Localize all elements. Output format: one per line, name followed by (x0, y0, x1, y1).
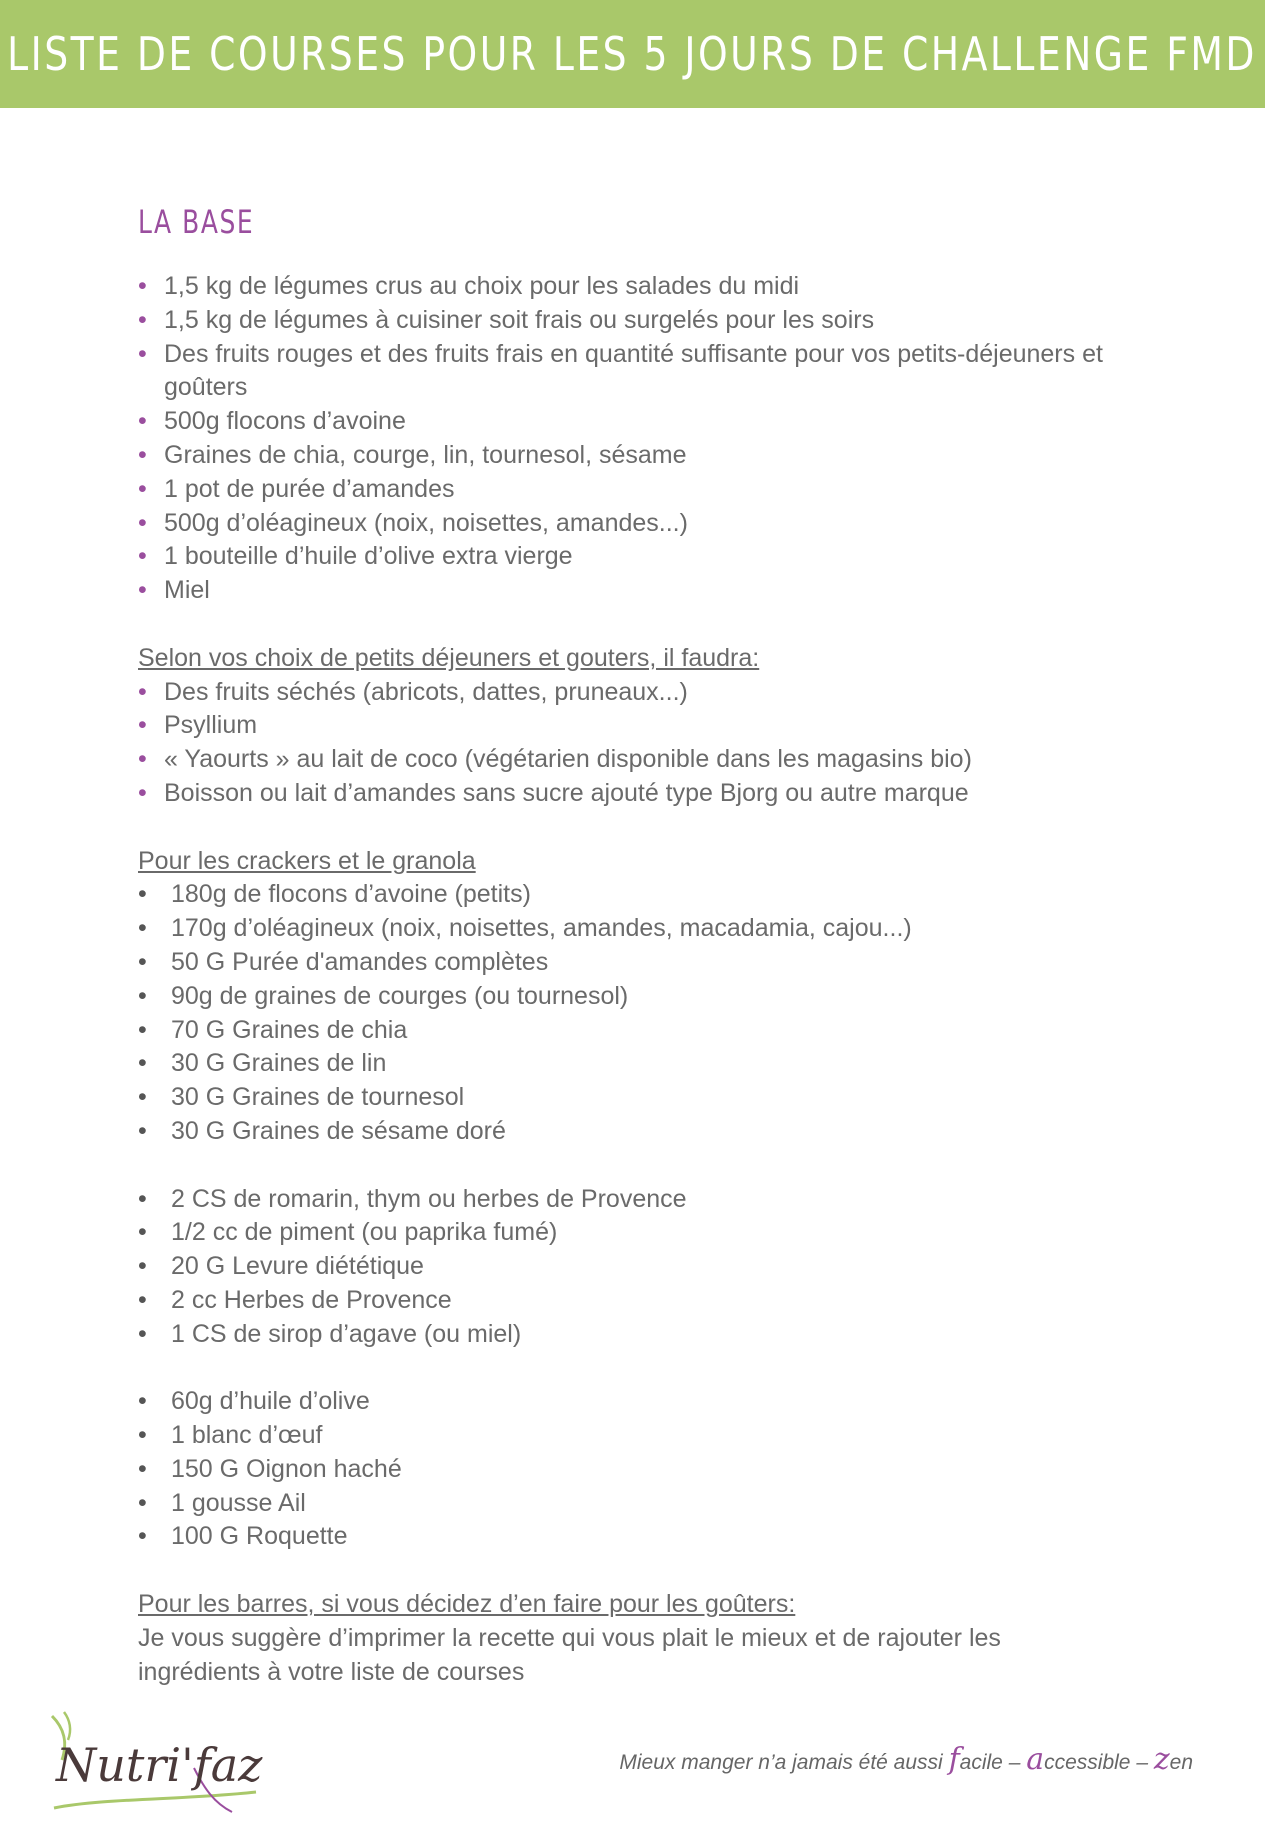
bars-heading: Pour les barres, si vous décidez d’en faire pour les goûters: (138, 1590, 796, 1619)
spacer (138, 1352, 1118, 1386)
list-item: • 30 G Graines de tournesol (138, 1081, 1118, 1115)
tagline-letter-a: a (1026, 1742, 1045, 1777)
tagline-zen: en (1169, 1751, 1193, 1774)
list-item: • 50 G Purée d'amandes complètes (138, 946, 1118, 980)
list-item: • 1 gousse Ail (138, 1487, 1118, 1521)
list-item: • Psyllium (138, 709, 1118, 743)
list-item: • 70 G Graines de chia (138, 1014, 1118, 1048)
list-item: • 30 G Graines de lin (138, 1047, 1118, 1081)
list-item: • 1 bouteille d’huile d’olive extra vierge (138, 540, 1118, 574)
bars-text: Je vous suggère d’imprimer la recette qui vous plait le mieux et de rajouter les ingrédients à votre liste de courses (138, 1623, 1001, 1686)
section-heading-base: LA BASE (138, 203, 255, 241)
header-banner (0, 0, 1265, 108)
tagline-letter-f: f (948, 1742, 960, 1777)
footer (0, 1700, 1265, 1827)
list-item: • 100 G Roquette (138, 1520, 1118, 1554)
list-item: • 2 CS de romarin, thym ou herbes de Provence (138, 1183, 1118, 1217)
tagline (619, 1742, 1193, 1777)
list-item: • 1 CS de sirop d’agave (ou miel) (138, 1318, 1118, 1352)
base-list (138, 270, 1118, 608)
list-item: • 1 pot de purée d’amandes (138, 473, 1118, 507)
list-item: • 500g flocons d’avoine (138, 405, 1118, 439)
tagline-accessible: ccessible – (1044, 1751, 1154, 1774)
list-item: • 2 cc Herbes de Provence (138, 1284, 1118, 1318)
list-item: • Miel (138, 574, 1118, 608)
list-item: • 20 G Levure diététique (138, 1250, 1118, 1284)
nutrifaz-logo (44, 1708, 264, 1818)
breakfast-heading: Selon vos choix de petits déjeuners et gouters, il faudra: (138, 643, 760, 672)
list-item: • 1/2 cc de piment (ou paprika fumé) (138, 1216, 1118, 1250)
list-item: • Des fruits séchés (abricots, dattes, pruneaux...) (138, 676, 1118, 710)
crackers-list-3 (138, 1385, 1118, 1554)
list-item: • 500g d’oléagineux (noix, noisettes, amandes...) (138, 507, 1118, 541)
list-item: • 1 blanc d’œuf (138, 1419, 1118, 1453)
list-item: • 60g d’huile d’olive (138, 1385, 1118, 1419)
list-item: • « Yaourts » au lait de coco (végétarien disponible dans les magasins bio) (138, 743, 1118, 777)
crackers-list-2 (138, 1183, 1118, 1352)
list-item: • 30 G Graines de sésame doré (138, 1115, 1118, 1149)
list-item: • Graines de chia, courge, lin, tournesol, sésame (138, 439, 1118, 473)
spacer (138, 1149, 1118, 1183)
list-item: • 1,5 kg de légumes à cuisiner soit frais ou surgelés pour les soirs (138, 304, 1118, 338)
crackers-list-1 (138, 878, 1118, 1148)
crackers-heading: Pour les crackers et le granola (138, 846, 476, 875)
list-item: • 150 G Oignon haché (138, 1453, 1118, 1487)
list-item: • 180g de flocons d’avoine (petits) (138, 878, 1118, 912)
list-item: • 90g de graines de courges (ou tournesol) (138, 980, 1118, 1014)
main-content (138, 200, 1118, 1689)
list-item: • Des fruits rouges et des fruits frais en quantité suffisante pour vos petits-déjeuners et goûters (138, 338, 1118, 406)
list-item: • 1,5 kg de légumes crus au choix pour les salades du midi (138, 270, 1118, 304)
list-item: • Boisson ou lait d’amandes sans sucre ajouté type Bjorg ou autre marque (138, 777, 1118, 811)
tagline-prefix: Mieux manger n’a jamais été aussi (619, 1751, 943, 1774)
logo-text: Nutri'faz (56, 1738, 263, 1792)
tagline-letter-z: z (1153, 1742, 1170, 1777)
tagline-facile: acile – (959, 1751, 1027, 1774)
breakfast-list (138, 676, 1118, 811)
list-item: • 170g d’oléagineux (noix, noisettes, amandes, macadamia, cajou...) (138, 912, 1118, 946)
page-title: LISTE DE COURSES POUR LES 5 JOURS DE CHALLENGE FMD (7, 27, 1258, 81)
